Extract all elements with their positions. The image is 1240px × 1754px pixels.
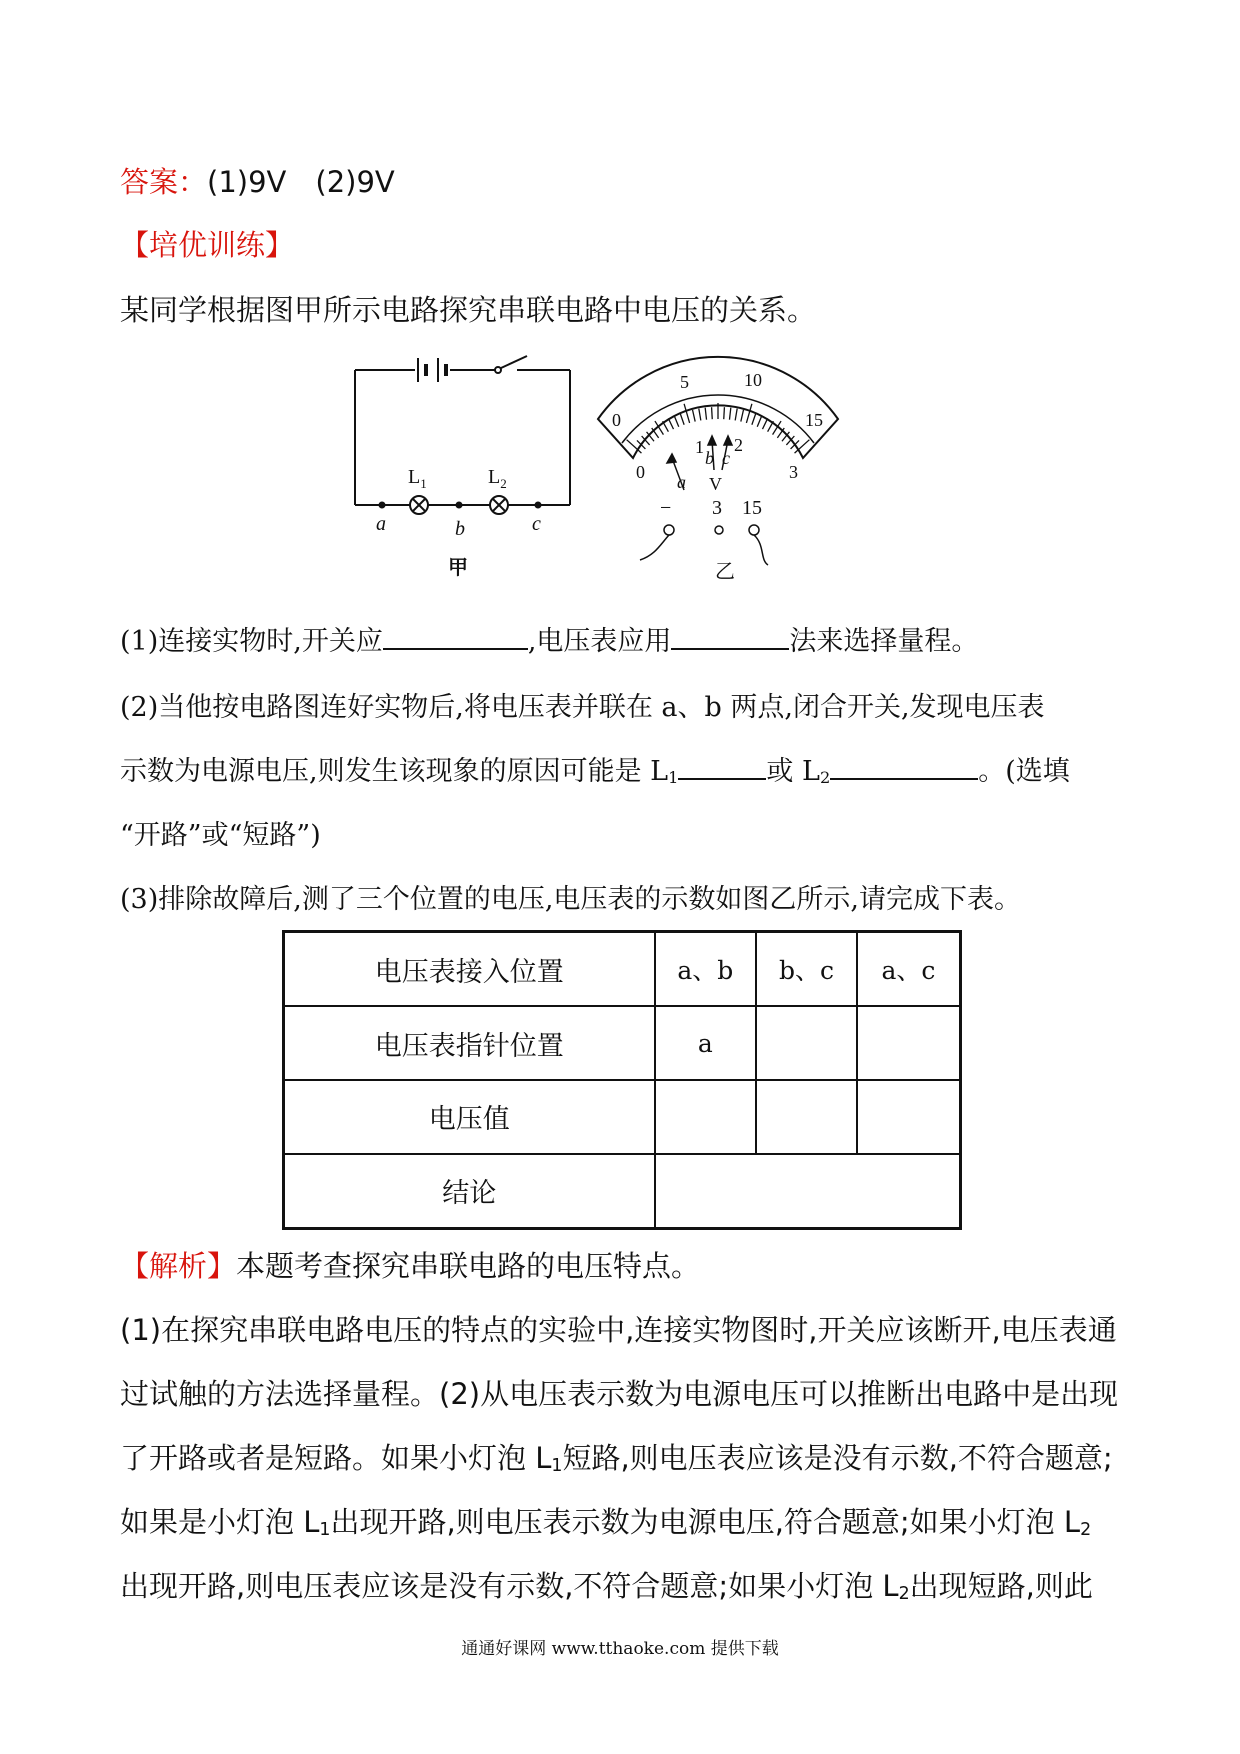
pointer-label-a: a: [677, 472, 686, 492]
analysis-p5: 出现开路,则电压表应该是没有示数,不符合题意;如果小灯泡 $L_2$出现短路,则此: [120, 1569, 1093, 1604]
position-ab: a、b: [655, 932, 757, 1007]
node-c-label: c: [532, 513, 541, 535]
upper-scale-15: 15: [805, 410, 823, 430]
section-title: 【培优训练】: [120, 228, 295, 262]
scale-tick: [680, 413, 684, 424]
pointer-c-head: [724, 436, 732, 445]
scale-tick: [693, 410, 696, 422]
scale-tick: [741, 410, 744, 422]
conclusion-cell[interactable]: [655, 1154, 961, 1229]
answer-label: 答案：: [120, 165, 208, 199]
blank-range-method[interactable]: [671, 622, 789, 650]
scale-tick: [712, 407, 713, 419]
analysis-heading: [120, 1246, 700, 1286]
blank-l1-fault[interactable]: [678, 752, 766, 780]
pointer-bc-cell[interactable]: [756, 1006, 857, 1080]
question-3: (3)排除故障后,测了三个位置的电压,电压表的示数如图乙所示,请完成下表。: [120, 884, 1021, 915]
analysis-p4: 如果是小灯泡 $L_1$出现开路,则电压表示数为电源电压,符合题意;如果小灯泡 $L_2$: [120, 1505, 1092, 1540]
table-row: [284, 1154, 961, 1229]
analysis-p2: 过试触的方法选择量程。(2)从电压表示数为电源电压可以推断出电路中是出现: [120, 1377, 1119, 1411]
question-intro: 某同学根据图甲所示电路探究串联电路中电压的关系。: [120, 293, 817, 327]
terminal-minus: [664, 525, 674, 535]
answer-line: [120, 162, 395, 202]
terminal-minus-label: −: [660, 497, 672, 519]
position-ac: a、c: [857, 932, 961, 1007]
lamp-l1-symbol: [410, 496, 428, 514]
lower-scale-2: 2: [734, 435, 743, 455]
blank-l2-fault[interactable]: [830, 752, 978, 780]
scale-tick: [752, 413, 756, 424]
question-2-line3: “开路”或“短路”): [120, 820, 321, 851]
terminal-3-label: 3: [712, 497, 722, 519]
scale-tick: [768, 421, 774, 432]
analysis-p3: 了开路或者是短路。如果小灯泡 $L_1$短路,则电压表应该是没有示数,不符合题意;: [120, 1441, 1113, 1476]
analysis-intro: 本题考查探究串联电路的电压特点。: [236, 1249, 701, 1283]
lower-scale-3: 3: [789, 462, 798, 482]
question-2-line1: (2)当他按电路图连好实物后,将电压表并联在 a、b 两点,闭合开关,发现电压表: [120, 692, 1045, 723]
scale-tick: [729, 408, 730, 420]
table-row: [284, 1006, 961, 1080]
scale-tick: [674, 416, 679, 427]
row-header-position: 电压表接入位置: [284, 932, 655, 1007]
question-1: (1)连接实物时,开关应 ,电压表应用 法来选择量程。: [120, 622, 978, 662]
blank-switch[interactable]: [383, 622, 528, 650]
lead-wire-left: [640, 535, 669, 560]
upper-scale-5: 5: [680, 372, 689, 392]
scale-tick: [763, 418, 768, 429]
table-row: [284, 1080, 961, 1154]
page-footer: 通通好课网 www.tthaoke.com 提供下载: [461, 1639, 779, 1659]
voltmeter: [598, 357, 838, 565]
node-c-dot: [535, 502, 542, 509]
position-bc: b、c: [756, 932, 857, 1007]
terminal-15-label: 15: [742, 497, 762, 519]
table-row: [284, 932, 961, 1007]
pointer-b-head: [708, 436, 716, 445]
pointer-label-b: b: [705, 448, 714, 468]
voltage-ab-cell[interactable]: [655, 1080, 757, 1154]
lead-wire-right: [754, 535, 768, 565]
experiment-figure: [340, 350, 920, 590]
lower-scale-1: 1: [695, 437, 704, 457]
analysis-label: 【解析】: [120, 1249, 237, 1283]
voltage-bc-cell[interactable]: [756, 1080, 857, 1154]
pointer-label-c: c: [722, 448, 730, 468]
node-a-label: a: [376, 513, 386, 535]
pointer-ac-cell[interactable]: [857, 1006, 961, 1080]
scale-tick: [705, 408, 706, 420]
upper-scale-10: 10: [744, 370, 762, 390]
voltage-ac-cell[interactable]: [857, 1080, 961, 1154]
row-header-conclusion: 结论: [284, 1154, 655, 1229]
analysis-p1: (1)在探究串联电路电压的特点的实验中,连接实物图时,开关应该断开,电压表通: [120, 1313, 1117, 1347]
node-b-label: b: [455, 518, 465, 540]
scale-tick: [757, 416, 762, 427]
row-header-pointer: 电压表指针位置: [284, 1006, 655, 1080]
node-b-dot: [456, 502, 463, 509]
upper-scale-0: 0: [612, 410, 621, 430]
scale-tick: [735, 409, 737, 421]
question-2-line2: 示数为电源电压,则发生该现象的原因可能是 $L_1$ 或 $L_2$ 。(选填: [120, 752, 1070, 798]
lower-scale-0: 0: [636, 462, 645, 482]
pointer-ab-cell: a: [655, 1006, 757, 1080]
meter-symbol-v: V: [709, 474, 722, 494]
results-table: [282, 930, 962, 1230]
node-a-dot: [379, 502, 386, 509]
scale-tick: [668, 418, 673, 429]
lamp-l2-symbol: [490, 496, 508, 514]
answer-text: (1)9V (2)9V: [207, 165, 395, 199]
figure-label-yi: 乙: [715, 559, 735, 583]
pointer-a-head: [667, 454, 676, 463]
scale-tick: [724, 407, 725, 419]
terminal-3: [715, 526, 723, 534]
lamp-l1-label: $L_1$: [408, 466, 427, 491]
scale-tick: [699, 409, 701, 421]
lamp-l2-label: $L_2$: [488, 466, 507, 491]
circuit-diagram: [355, 356, 570, 514]
scale-tick: [663, 421, 669, 432]
figure-label-jia: 甲: [448, 555, 468, 579]
row-header-voltage: 电压值: [284, 1080, 655, 1154]
terminal-15: [749, 525, 759, 535]
